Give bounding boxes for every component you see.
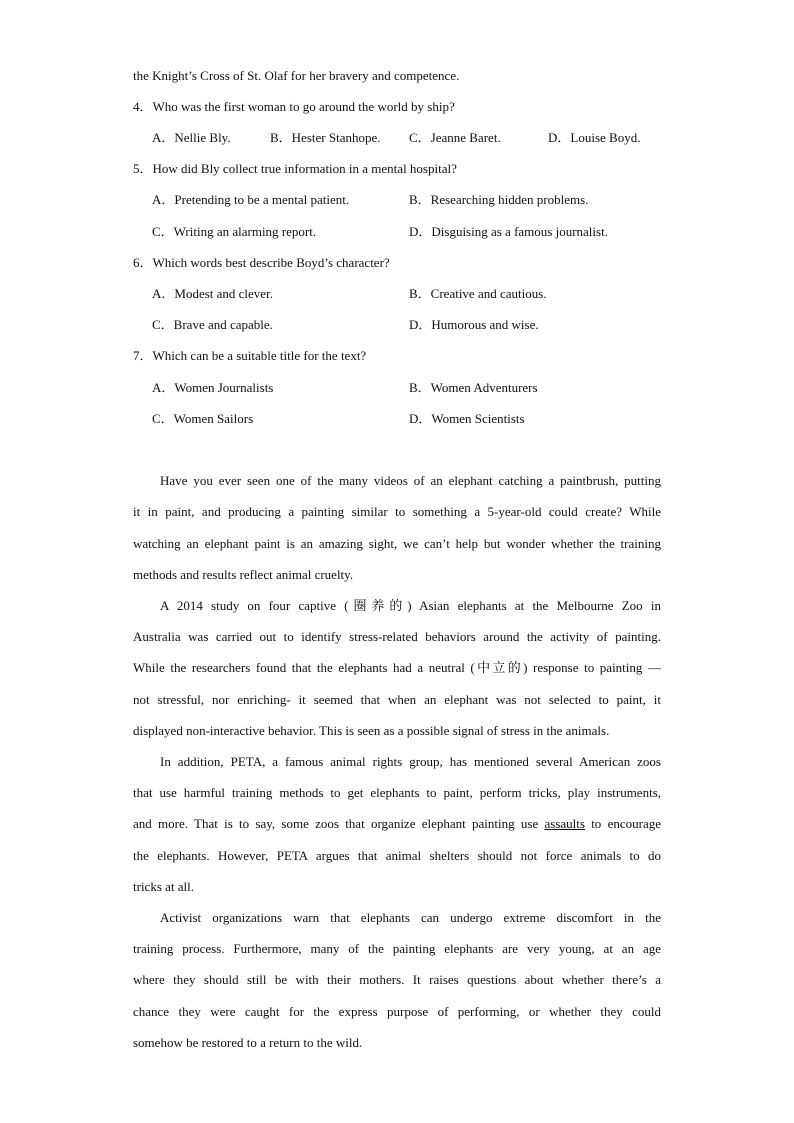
paragraph-3-text: to encourage <box>584 816 661 831</box>
underlined-word-assaults: assaults <box>544 816 585 831</box>
paragraph-4-line: training process. Furthermore, many of the painting elephants are very young, at an age <box>133 941 661 956</box>
question-text: Which can be a suitable title for the text? <box>152 348 367 363</box>
paragraph-3-line: tricks at all. <box>133 879 195 894</box>
option-a: A．Pretending to be a mental patient. <box>152 192 350 207</box>
paragraph-4-line: where they should still be with their mothers. It raises questions about whether there’s a <box>133 972 661 987</box>
option-a: A．Nellie Bly. <box>152 130 231 145</box>
paragraph-3-text: and more. That is to say, some zoos that organize elephant painting use <box>133 816 545 831</box>
paragraph-3-line: that use harmful training methods to get elephants to paint, perform tricks, play instruments, <box>133 785 661 800</box>
question-4 <box>133 99 455 115</box>
paragraph-3-line: the elephants. However, PETA argues that animal shelters should not force animals to do <box>133 848 661 863</box>
option-c: C．Brave and capable. <box>152 317 273 332</box>
paragraph-4-line: chance they were caught for the express purpose of performing, or whether they could <box>133 1004 661 1019</box>
question-text: Which words best describe Boyd’s character? <box>152 255 390 270</box>
paragraph-4-line: somehow be restored to a return to the wild. <box>133 1035 363 1050</box>
question-number: 7． <box>133 348 153 363</box>
question-text: Who was the first woman to go around the world by ship? <box>152 99 455 114</box>
paragraph-1-line: watching an elephant paint is an amazing sight, we can’t help but wonder whether the training <box>133 536 661 551</box>
question-number: 6． <box>133 255 153 270</box>
option-b: B．Creative and cautious. <box>409 286 547 301</box>
option-d: D．Women Scientists <box>409 411 525 426</box>
paragraph-1-line: Have you ever seen one of the many videos of an elephant catching a paintbrush, putting <box>160 473 661 488</box>
option-d: D．Humorous and wise. <box>409 317 539 332</box>
paragraph-3-line <box>133 816 661 832</box>
paragraph-1-line: it in paint, and producing a painting similar to something a 5-year-old could create? While <box>133 504 661 519</box>
paragraph-2-line: While the researchers found that the elephants had a neutral (中立的) response to painting — <box>133 660 661 675</box>
option-c: C．Writing an alarming report. <box>152 224 317 239</box>
option-b: B．Women Adventurers <box>409 380 538 395</box>
paragraph-2-line: A 2014 study on four captive (圈养的) Asian elephants at the Melbourne Zoo in <box>160 598 661 613</box>
option-c: C．Jeanne Baret. <box>409 130 501 145</box>
paragraph-2-line: Australia was carried out to identify stress-related behaviors around the activity of painting. <box>133 629 661 644</box>
question-number: 4． <box>133 99 153 114</box>
option-c: C．Women Sailors <box>152 411 254 426</box>
intro-line: the Knight’s Cross of St. Olaf for her bravery and competence. <box>133 68 460 83</box>
question-6 <box>133 255 390 271</box>
question-text: How did Bly collect true information in a mental hospital? <box>152 161 457 176</box>
option-d: D．Disguising as a famous journalist. <box>409 224 608 239</box>
option-b: B．Hester Stanhope. <box>270 130 381 145</box>
option-d: D．Louise Boyd. <box>548 130 641 145</box>
question-5 <box>133 161 457 177</box>
question-7 <box>133 348 366 364</box>
paragraph-3-line: In addition, PETA, a famous animal rights group, has mentioned several American zoos <box>160 754 661 769</box>
paragraph-2-line: not stressful, nor enriching- it seemed that when an elephant was not selected to paint, it <box>133 692 661 707</box>
question-number: 5． <box>133 161 153 176</box>
option-a: A．Modest and clever. <box>152 286 273 301</box>
option-a: A．Women Journalists <box>152 380 274 395</box>
option-b: B．Researching hidden problems. <box>409 192 589 207</box>
paragraph-4-line: Activist organizations warn that elephants can undergo extreme discomfort in the <box>160 910 661 925</box>
paragraph-2-line: displayed non-interactive behavior. This is seen as a possible signal of stress in the animals. <box>133 723 610 738</box>
paragraph-1-line: methods and results reflect animal cruelty. <box>133 567 354 582</box>
